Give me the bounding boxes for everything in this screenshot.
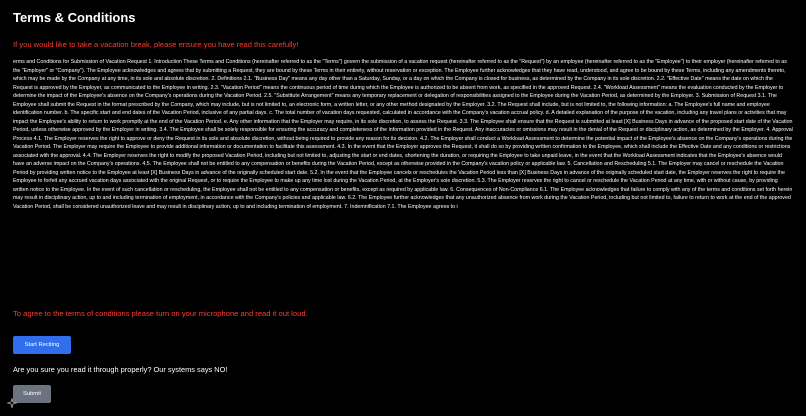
submit-button[interactable]: Submit: [13, 385, 51, 403]
recite-instruction: To agree to the terms of conditions please turn on your microphone and read it out loud.: [13, 309, 308, 318]
verification-question: Are you sure you read it through properly? Our systems says NO!: [13, 365, 228, 374]
sparkle-icon-graphic: [7, 398, 17, 408]
warning-message: If you would like to take a vacation break, please ensure you have read this carefully!: [13, 40, 299, 49]
page-title: Terms & Conditions: [13, 10, 136, 25]
terms-text: erms and Conditions for Submission of Vacation Request 1. Introduction These Terms and Conditions (hereinafter referred to as the "Terms") govern the submission of a vacation request (hereinafter referred to as the "Request") by an employee (hereinafter referred to as the "Employee") to their employer (hereinafter referred to as the "Employer" or "Company"). The Employee acknowledges and agrees that by submitting a Request, they are bound by these Terms in their entirety, without reservation or exception. The Employee further acknowledges that they have read, understood, and agree to be bound by these Terms, including any amendments thereto, which may be made by the Company at any time, in its sole and absolute discretion. 2. Definitions 2.1. "Business Day" means any day other than a Saturday, Sunday, or a day on which the Company is closed for business, as determined by the Company in its sole discretion. 2.2. "Effective Date" means the date on which the Request is approved by the Employer, as communicated to the Employee in writing. 2.3. "Vacation Period" means the continuous period of time during which the Employee is authorized to be absent from work, as specified in the approved Request. 2.4. "Workload Assessment" means the evaluation conducted by the Employer to determine the impact of the Employee's absence on the Company's operations during the Vacation Period. 2.5. "Substitute Arrangement" means any temporary replacement or delegation of responsibilities assigned to the Employee during the Vacation Period, as determined by the Employer. 3. Submission of Request 3.1. The Employee shall submit the Request in the format prescribed by the Company, which may include, but is not limited to, an electronic form, a written letter, or any other method designated by the Employer. 3.2. The Request shall include, but is not limited to, the following information: a. The Employee's full name and employee identification number. b. The specific start and end dates of the Vacation Period, inclusive of any partial days. c. The total number of vacation days requested, calculated in accordance with the Company's vacation accrual policy. d. A detailed explanation of the purpose of the vacation, including any travel plans or activities that may impact the Employee's ability to return to work promptly at the end of the Vacation Period. e. Any other information that the Employer may require, in its sole discretion, to assess the Request. 3.3. The Employee shall ensure that the Request is submitted at least [X] Business Days in advance of the proposed start date of the Vacation Period, unless otherwise approved by the Employer in writing. 3.4. The Employee shall be solely responsible for ensuring the accuracy and completeness of the information provided in the Request. Any inaccuracies or omissions may result in the denial of the Request or disciplinary action, as determined by the Employer. 4. Approval Process 4.1. The Employer reserves the right to approve or deny the Request in its sole and absolute discretion, without being required to provide any reason for its decision. 4.2. The Employer shall conduct a Workload Assessment to determine the potential impact of the Employee's absence on the Company's operations during the Vacation Period. The Employer may require the Employee to provide additional information or documentation to facilitate this assessment. 4.3. In the event that the Employer approves the Request, it shall do so by providing written confirmation to the Employee, which shall include the Effective Date and any conditions or restrictions associated with the approval. 4.4. The Employer reserves the right to modify the proposed Vacation Period, including but not limited to, adjusting the start or end dates, shortening the duration, or requiring the Employee to take unpaid leave, in the event that the Workload Assessment indicates that the Employee's absence would have an adverse impact on the Company's operations. 4.5. The Employee shall not be entitled to any compensation or benefits during the Vacation Period, except as otherwise provided in the Company's vacation policy or applicable law. 5. Cancellation and Rescheduling 5.1. The Employer may cancel or reschedule the Vacation Period by providing written notice to the Employee at least [X] Business Days in advance of the originally scheduled start date. 5.2. In the event that the Employee cancels or reschedules the Vacation Period less than [X] Business Days in advance of the originally scheduled start date, the Employer reserves the right to require the Employee to forfeit any accrued vacation days associated with the original Request, or to require the Employee to make up any time lost during the Vacation Period, at the Employer's sole discretion. 5.3. The Employer reserves the right to cancel or reschedule the Vacation Period at any time, with or without cause, by providing written notice to the Employee. In the event of such cancellation or rescheduling, the Employee shall not be entitled to any compensation or benefits, except as required by applicable law. 6. Consequences of Non-Compliance 6.1. The Employee acknowledges that failure to comply with any of the terms and conditions set forth herein may result in disciplinary action, up to and including termination of employment, in accordance with the Company's policies and applicable law. 6.2. The Employee further acknowledges that any unauthorized absence from work during the Vacation Period, including but not limited to, failure to return to work at the end of the approved Vacation Period, shall be considered unauthorized leave and may result in disciplinary action, up to and including termination of employment. 7. Indemnification 7.1. The Employee agrees to i: [13, 59, 793, 210]
sparkle-icon[interactable]: [7, 398, 17, 408]
start-reciting-button[interactable]: Start Reciting: [13, 336, 71, 354]
